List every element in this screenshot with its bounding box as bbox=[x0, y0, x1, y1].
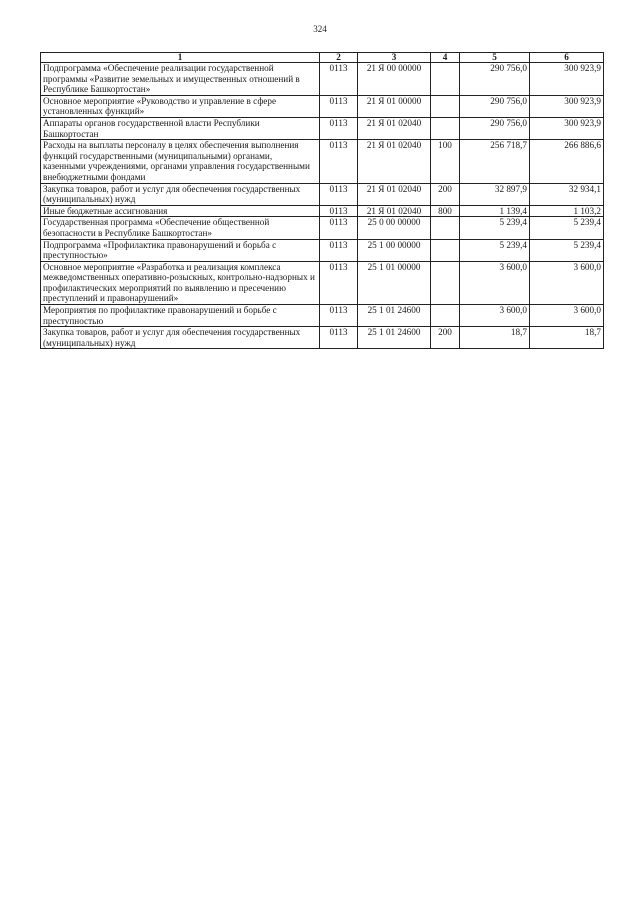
row-name: Иные бюджетные ассигнования bbox=[41, 205, 320, 217]
row-section: 0113 bbox=[320, 239, 358, 261]
table-row bbox=[41, 140, 604, 183]
row-name: Закупка товаров, работ и услуг для обеспечения государственных (муниципальных) нужд bbox=[41, 327, 320, 349]
row-type: 100 bbox=[431, 140, 460, 183]
row-target: 25 1 01 24600 bbox=[358, 305, 431, 327]
table-row bbox=[41, 95, 604, 117]
row-section: 0113 bbox=[320, 305, 358, 327]
row-value-2: 5 239,4 bbox=[530, 217, 604, 239]
row-name: Расходы на выплаты персоналу в целях обеспечения выполнения функций государственными (муниципальными) органами, казенными учреждениями, органами управления государственными внебюджетными фондами bbox=[41, 140, 320, 183]
column-header: 1 bbox=[41, 53, 320, 63]
row-target: 21 Я 01 02040 bbox=[358, 117, 431, 139]
row-target: 21 Я 01 02040 bbox=[358, 183, 431, 205]
row-target: 21 Я 00 00000 bbox=[358, 63, 431, 96]
row-value-1: 256 718,7 bbox=[460, 140, 530, 183]
row-type: 200 bbox=[431, 327, 460, 349]
row-section: 0113 bbox=[320, 140, 358, 183]
row-target: 25 1 01 24600 bbox=[358, 327, 431, 349]
row-name: Аппараты органов государственной власти Республики Башкортостан bbox=[41, 117, 320, 139]
row-name: Основное мероприятие «Руководство и управление в сфере установленных функций» bbox=[41, 95, 320, 117]
row-name: Государственная программа «Обеспечение общественной безопасности в Республике Башкортостан» bbox=[41, 217, 320, 239]
row-type bbox=[431, 261, 460, 304]
row-value-1: 5 239,4 bbox=[460, 239, 530, 261]
column-header: 4 bbox=[431, 53, 460, 63]
row-name: Закупка товаров, работ и услуг для обеспечения государственных (муниципальных) нужд bbox=[41, 183, 320, 205]
row-name: Подпрограмма «Профилактика правонарушений и борьба с преступностью» bbox=[41, 239, 320, 261]
row-value-2: 300 923,9 bbox=[530, 95, 604, 117]
table-row bbox=[41, 183, 604, 205]
table-row bbox=[41, 117, 604, 139]
table-row bbox=[41, 261, 604, 304]
row-value-2: 5 239,4 bbox=[530, 239, 604, 261]
row-section: 0113 bbox=[320, 95, 358, 117]
column-header: 6 bbox=[530, 53, 604, 63]
row-value-2: 300 923,9 bbox=[530, 117, 604, 139]
row-target: 21 Я 01 02040 bbox=[358, 140, 431, 183]
table-row bbox=[41, 305, 604, 327]
row-section: 0113 bbox=[320, 327, 358, 349]
table-header-row bbox=[41, 53, 604, 63]
row-type: 200 bbox=[431, 183, 460, 205]
row-value-1: 3 600,0 bbox=[460, 261, 530, 304]
row-section: 0113 bbox=[320, 117, 358, 139]
row-name: Основное мероприятие «Разработка и реализация комплекса межведомственных оперативно-розыскных, контрольно-надзорных и профилактических мероприятий по выявлению и пресечению преступлений и правонарушений» bbox=[41, 261, 320, 304]
row-value-2: 266 886,6 bbox=[530, 140, 604, 183]
row-value-1: 1 139,4 bbox=[460, 205, 530, 217]
budget-table bbox=[40, 52, 604, 349]
row-type bbox=[431, 217, 460, 239]
row-value-1: 290 756,0 bbox=[460, 117, 530, 139]
row-value-2: 3 600,0 bbox=[530, 261, 604, 304]
row-target: 25 0 00 00000 bbox=[358, 217, 431, 239]
table-row bbox=[41, 327, 604, 349]
row-section: 0113 bbox=[320, 63, 358, 96]
row-value-1: 290 756,0 bbox=[460, 63, 530, 96]
row-type bbox=[431, 95, 460, 117]
column-header: 3 bbox=[358, 53, 431, 63]
row-value-2: 300 923,9 bbox=[530, 63, 604, 96]
page-number: 324 bbox=[313, 24, 327, 34]
table-row bbox=[41, 205, 604, 217]
row-target: 25 1 01 00000 bbox=[358, 261, 431, 304]
row-section: 0113 bbox=[320, 205, 358, 217]
row-value-2: 3 600,0 bbox=[530, 305, 604, 327]
row-type bbox=[431, 305, 460, 327]
table-row bbox=[41, 63, 604, 96]
row-target: 21 Я 01 02040 bbox=[358, 205, 431, 217]
row-section: 0113 bbox=[320, 217, 358, 239]
row-value-1: 290 756,0 bbox=[460, 95, 530, 117]
table-row bbox=[41, 217, 604, 239]
row-value-2: 1 103,2 bbox=[530, 205, 604, 217]
row-name: Подпрограмма «Обеспечение реализации государственной программы «Развитие земельных и имущественных отношений в Республике Башкортостан» bbox=[41, 63, 320, 96]
row-type bbox=[431, 239, 460, 261]
row-type: 800 bbox=[431, 205, 460, 217]
row-target: 25 1 00 00000 bbox=[358, 239, 431, 261]
row-section: 0113 bbox=[320, 261, 358, 304]
row-value-1: 32 897,9 bbox=[460, 183, 530, 205]
row-name: Мероприятия по профилактике правонарушений и борьбе с преступностью bbox=[41, 305, 320, 327]
row-value-1: 3 600,0 bbox=[460, 305, 530, 327]
row-section: 0113 bbox=[320, 183, 358, 205]
row-value-1: 5 239,4 bbox=[460, 217, 530, 239]
row-value-2: 18,7 bbox=[530, 327, 604, 349]
column-header: 5 bbox=[460, 53, 530, 63]
row-value-1: 18,7 bbox=[460, 327, 530, 349]
row-type bbox=[431, 117, 460, 139]
row-type bbox=[431, 63, 460, 96]
row-value-2: 32 934,1 bbox=[530, 183, 604, 205]
column-header: 2 bbox=[320, 53, 358, 63]
row-target: 21 Я 01 00000 bbox=[358, 95, 431, 117]
table-row bbox=[41, 239, 604, 261]
